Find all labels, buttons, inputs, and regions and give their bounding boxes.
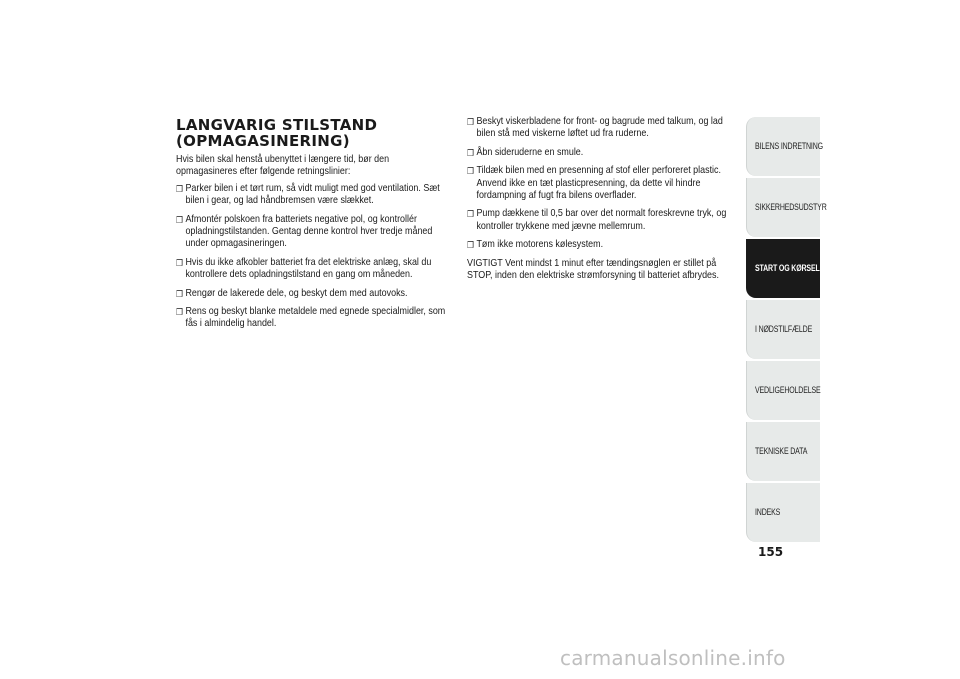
page-title [176, 117, 446, 149]
list-item: ❒ Parker bilen i et tørt rum, så vidt muligt med god ventilation. Sæt bilen i gear, og lad håndbremsen være slækket. [176, 182, 440, 207]
tab-label: INDEKS [755, 507, 781, 517]
left-bullet-list [176, 183, 449, 331]
important-note: VIGTIGT Vent mindst 1 minut efter tændingsnøglen er stillet på STOP, inden den elektriske strømforsyning til batteriet afbrydes. [467, 257, 719, 282]
tab-indeks[interactable] [746, 483, 820, 542]
tab-label: BILENS INDRETNING [755, 141, 823, 151]
tab-bilens-indretning[interactable] [746, 117, 823, 176]
checkbox-bullet-icon: ❒ [176, 307, 183, 318]
tab-label: START OG KØRSEL [755, 263, 820, 273]
tab-tekniske-data[interactable] [746, 422, 820, 481]
list-item: ❒ Pump dækkene til 0,5 bar over det normalt foreskrevne tryk, og kontroller trykkene med jævne mellemrum. [467, 208, 727, 232]
list-item: ❒ Beskyt viskerbladene for front- og bagrude med talkum, og lad bilen stå med viskerne løftet ud fra ruderne. [467, 116, 723, 140]
checkbox-bullet-icon: ❒ [176, 257, 183, 268]
tab-label: I NØDSTILFÆLDE [755, 324, 813, 334]
tab-i-nodstilfaelde[interactable] [746, 300, 820, 359]
checkbox-bullet-icon: ❒ [467, 166, 474, 177]
tab-start-og-korsel[interactable] [746, 239, 820, 298]
checkbox-bullet-icon: ❒ [176, 183, 183, 194]
list-item: ❒ Afmontér polskoen fra batteriets negative pol, og kontrollér opladningstilstanden. Gentag denne kontrol hver tredje måned under opmagasineringen. [176, 213, 433, 250]
right-column [467, 116, 740, 288]
checkbox-bullet-icon: ❒ [467, 147, 474, 158]
checkbox-bullet-icon: ❒ [176, 214, 183, 225]
checkbox-bullet-icon: ❒ [176, 288, 183, 299]
checkbox-bullet-icon: ❒ [467, 209, 474, 220]
tab-label: VEDLIGEHOLDELSE [755, 385, 821, 395]
title-line-2: (OPMAGASINERING) [176, 132, 350, 150]
title-line-1: LANGVARIG STILSTAND [176, 116, 378, 134]
list-item: ❒ Tildæk bilen med en presenning af stof eller perforeret plastic. Anvend ikke en tæt plasticpresenning, da dette vil hindre fordampning af fugt fra bilens overflader. [467, 165, 722, 202]
intro-paragraph: Hvis bilen skal henstå ubenyttet i længere tid, bør den opmagasineres efter følgende retningslinier: [176, 154, 390, 178]
checkbox-bullet-icon: ❒ [467, 117, 474, 127]
list-item: ❒ Hvis du ikke afkobler batteriet fra det elektriske anlæg, skal du kontrollere dets opladningstilstand en gang om måneden. [176, 256, 432, 281]
list-item: ❒ Tøm ikke motorens kølesystem. [467, 239, 604, 251]
page-number: 155 [758, 545, 784, 559]
checkbox-bullet-icon: ❒ [467, 240, 474, 251]
list-item: ❒ Åbn sideruderne en smule. [467, 146, 584, 158]
watermark: carmanualsonline.info [560, 646, 786, 670]
tab-label: SIKKERHEDSUDSTYR [755, 202, 827, 212]
chapter-tabs [746, 117, 827, 544]
tab-vedligeholdelse[interactable] [746, 361, 820, 420]
tab-label: TEKNISKE DATA [755, 446, 808, 456]
tab-sikkerhedsudstyr[interactable] [746, 178, 827, 237]
right-bullet-list [467, 116, 740, 252]
list-item: ❒ Rengør de lakerede dele, og beskyt dem med autovoks. [176, 287, 408, 299]
list-item: ❒ Rens og beskyt blanke metaldele med egnede specialmidler, som fås i almindelig handel. [176, 306, 446, 330]
left-column [176, 154, 449, 337]
